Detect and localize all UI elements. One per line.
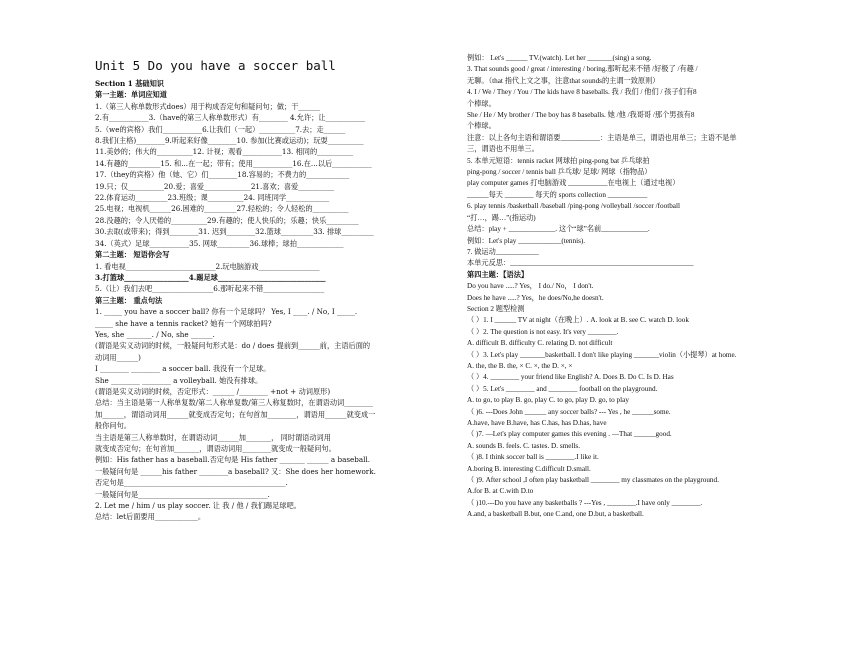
left-line: 加______，谓语动词用______就变成否定句；在句首加________，谓语用______就变成一: [95, 409, 376, 419]
right-line: 7. 做运动____________: [467, 247, 539, 256]
left-line: 5.（让）我们去吧_________________6.那听起来不错_________________: [95, 284, 325, 294]
left-line: 总结：当主语是第一人称单复数/第二人称单复数/第三人称复数时，在谓语动词________: [95, 398, 373, 408]
right-line: 4. I / We / They / You / The kids have 8 baseballs. 我 / 我们 / 他们 / 孩子们有8: [467, 88, 697, 97]
left-line: 2.有___________3.（have的第三人称单数形式）有________ 4.允许；让___________: [95, 113, 366, 123]
left-line: 一般疑问句是____________________________________.: [95, 489, 270, 499]
right-column: [467, 53, 817, 521]
left-line: 般你问句。: [95, 421, 131, 431]
left-line: 5.（we的宾格）我们___________6.让我们（一起）__________7.去；走______: [95, 124, 346, 134]
right-line: A.have, have B.have, has C.has, has D.has, have: [467, 419, 607, 427]
right-line: A. difficult B. difficulty C. relating D. not difficult: [467, 339, 613, 348]
left-line: 例如：His father has a baseball.否定句是 His father _______ ______ a baseball.: [95, 455, 371, 465]
right-line: 总结：play + _____________. 这个“球”名前_____________.: [467, 225, 650, 234]
right-line: A. to go, to play B. go, play C. to go, play D. go, to play: [467, 396, 629, 405]
right-line: She / He / My brother / The boy has 8 baseballs. 她 /他 /我哥哥 /那个男孩有8: [467, 111, 695, 120]
left-line: 22.体育运动_________23.班级；课__________24. 同班同学____________: [95, 193, 330, 203]
left-line: 25.电视；电视机______26.困难的_________27.轻松的；令人轻松的__________: [95, 204, 349, 214]
left-column: [95, 58, 455, 523]
right-line: 3. That sounds good / great / interesting / boring.那听起来不错 /好极了 /有趣 /: [467, 65, 698, 74]
left-line: 第二主题： 短语你会写: [95, 250, 170, 260]
right-line: A. sounds B. feels. C. tastes. D. smells.: [467, 441, 580, 450]
left-line: 第三主题： 重点句法: [95, 295, 163, 305]
right-line: ping-pong / soccer / tennis ball 乒乓球/ 足球/ 网球（指物品）: [467, 168, 652, 177]
left-line: 一般疑问句是 ______his father ________a baseball? 又：She does her homework.: [95, 466, 376, 476]
left-line: 2. Let me / him / us play soccer. 让 我 / 他 / 我们踢足球吧。: [95, 501, 301, 511]
left-line: 14.有趣的_________15. 和...在一起；带有；使用___________16.在...以后___________: [95, 158, 372, 168]
left-line: Yes, she _______. / No, she ______.: [95, 329, 215, 339]
left-line: 1. 看电视_________________________2.玩电脑游戏_________________: [95, 261, 320, 271]
right-line: 例如： Let's ______ TV.(watch). Let her _______(sing) a song.: [467, 54, 652, 62]
left-line: (谓语是实义动词的时候，一般疑问句形式是：do / does 提前到______前，主语后面的: [95, 341, 371, 351]
right-line: A.and, a basketball B.but, one C.and, one D.but, a basketball.: [467, 510, 644, 519]
page-title: Unit 5 Do you have a soccer ball: [95, 58, 336, 73]
right-line: A. the, the B. the, × C. ×, the D. ×, ×: [467, 361, 573, 370]
right-line: 第四主题：【语法】: [467, 270, 529, 279]
right-line: A.boring B. interesting C.difficult D.small.: [467, 464, 591, 473]
left-line: 就变成否定句；在句首加_______，谓语动词用________就变成一般疑问句。: [95, 444, 336, 453]
right-lines: [467, 53, 817, 521]
left-line: 第一主题：单词应知道: [95, 90, 167, 100]
left-line: (谓语是实义动词的时候，否定形式：______ /________ +not + 动词原形): [95, 386, 331, 396]
right-line: （ ）1. I ______ TV at night（在晚上）. A. look at B. see C. watch D. look: [467, 316, 689, 325]
right-line: （ )6. ---Does John ______ any soccer balls? --- Yes , he ______some.: [467, 407, 671, 416]
right-line: （ ）3. Let's play _______basketball. I don't like playing _______violin（小提琴）at home.: [467, 350, 737, 359]
right-line: 本单元反思：___________________________________________________: [467, 259, 694, 268]
left-line: Section 1 基础知识: [95, 79, 164, 88]
right-line: 5. 本单元短语：tennis racket 网球拍 ping-pong bat 乒乓球拍: [467, 156, 650, 165]
right-line: （ ）2. The question is not easy. It's very ________.: [467, 327, 619, 336]
right-line: 个棒球。: [467, 122, 496, 131]
left-line: 1. _____ you have a soccer ball? 你有一个足球吗？ Yes, I ____. / No, I _____.: [95, 307, 358, 317]
right-line: 注意：以上各句主语和谓语要___________：主语是单三，谓语也用单三；主语不是单: [467, 133, 737, 142]
right-line: （ )8. I think soccer ball is ________.I like it.: [467, 453, 599, 462]
right-line: ______每天 ________ 每天的 sports collection ___________: [467, 190, 648, 199]
left-line: 否定句是_____________________________________________.: [95, 478, 288, 488]
right-line: 无聊。（that 指代上文之事，注意that sounds的主谓一致原则）: [467, 76, 660, 85]
left-line: 30.去取(或带来)；得到________31. 迟到________32.篮球_________33. 排球_________: [95, 227, 374, 237]
left-line: _____ she have a tennis racket? 她有一个网球拍吗?: [95, 318, 272, 328]
right-line: 例如：Let's play ____________(tennis).: [467, 236, 586, 245]
left-line: 34.（英式）足球___________35. 网球_________36.球棒；球拍_____________: [95, 238, 344, 248]
right-line: 三，谓语也不用单三。: [467, 145, 539, 154]
left-line: 3.打篮球__________________4.踢足球______________________________: [95, 272, 326, 282]
left-line: 当主语是第三人称单数时，在谓语动词______加_______， 同时谓语动词用: [95, 432, 331, 442]
left-line: 11.美妙的；伟大的__________12. 计视；观看___________13. 相同的__________: [95, 147, 354, 157]
right-line: Do you have .....? Yes， I do./ No， I don't.: [467, 282, 594, 291]
right-line: （ )9. After school ,I often play basketball ________ my classmates on the playground.: [467, 476, 719, 485]
right-line: 个棒球。: [467, 99, 496, 108]
left-line: 28.没趣的；令人厌倦的__________29.有趣的；使人快乐的；乐趣；快乐_________: [95, 215, 359, 225]
left-line: 17.（they的宾格）他（她、它）们________18.容易的；不费力的____________: [95, 170, 350, 180]
right-line: （ )7. —Let's play computer games this evening . —That ______good.: [467, 430, 672, 439]
right-line: （ ）4. ________ your friend like English? A. Does B. Do C. Is D. Has: [467, 373, 674, 382]
right-line: “打…，踢…”(指运动): [467, 213, 536, 222]
left-lines: [95, 78, 455, 523]
right-line: Does he have .....? Yes，he does/No,he doesn't.: [467, 293, 604, 302]
left-line: She ________ ________ a volleyball. 她没有排球。: [95, 375, 263, 385]
left-line: 19.只；仅__________20.爱；喜爱_____________21.喜欢；喜爱__________: [95, 181, 335, 191]
right-line: A.for B. at C.with D.to: [467, 487, 534, 496]
right-line: Section 2 题型检测: [467, 304, 525, 313]
left-line: I ________ ________ a soccer ball. 我没有一个足球。: [95, 364, 271, 374]
right-line: （ )10.---Do you have any basketballs ? ---Yes , ________.I have only ________.: [467, 498, 703, 507]
left-line: 总结：let后面要用____________。: [95, 512, 206, 522]
right-line: （ ）5. Let's ________ and ________ football on the playground.: [467, 384, 658, 393]
right-line: play computer games 打电脑游戏 ___________在电视上（通过电视）: [467, 179, 680, 188]
left-line: 1.（第三人称单数形式does）用于构成否定句和疑问句；做；干______: [95, 101, 320, 111]
right-line: 6. play tennis /basketball /baseball /ping-pong /volleyball /soccer /football: [467, 202, 680, 211]
left-line: 动词用______): [95, 352, 141, 362]
left-line: 8.我们(主格)________9.听起来好像________10. 参加(比赛或运动)；玩耍__________: [95, 136, 364, 146]
